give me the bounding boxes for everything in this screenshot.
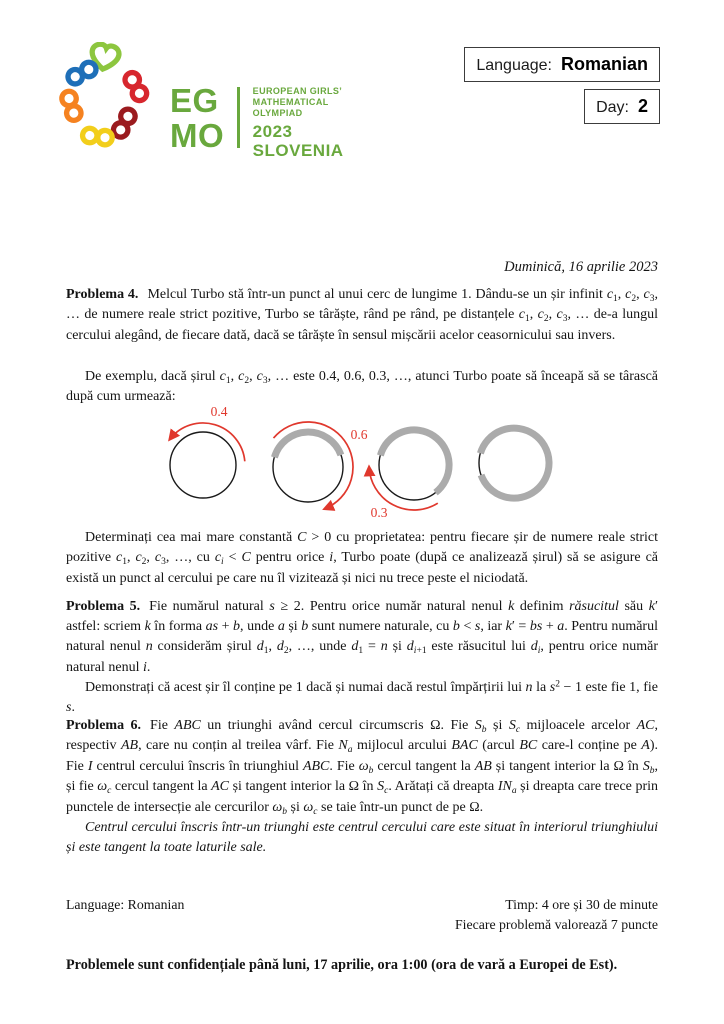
logo-host-country: SLOVENIA [252,141,344,160]
org-line: OLYMPIAD [252,108,303,118]
turbo-crawl-figure-svg [155,401,585,523]
day-label: Day: [596,99,629,116]
problem-6-title: Problema 6. [66,718,142,733]
footer-language-line: Language: Romanian [66,897,185,912]
egmo-letters-bottom: MO [170,117,225,154]
problem-6-body: Fie ABC un triunghi având cercul circumscris Ω. Fie $S_b$ și $S_c$ mijloacele arcelor AC, respectiv AB, care nu conțin al treilea vârf. Fie $N_a$ mijlocul arcului BAC (arcul BC care-l conține pe A). Fie I centrul cercului înscris în triunghiul ABC. Fie $\omega_b$ cercul tangent la AB și tangent interior la Ω în $S_b$, și fie $\omega_c$ cercul tangent la AC și tangent interior la Ω în $S_c$. Arătați că dreapta $IN_a$ și dreapta care trece prin punctele de intersecție ale cercurilor $\omega_b$ și $\omega_c$ se taie într-un punct de pe Ω. [66,718,659,817]
move-arrow-0.4 [170,423,245,461]
darkred-knot-icon [111,107,138,140]
problem-4-question: Determinați cea mai mare constantă C > 0 cu proprietatea: pentru fiecare șir de numere reale strict pozitive $c_1$, $c_2$, $c_3$, …, cu $c_i < C$ pentru orice i, Turbo poate (după ce analizează șirul) să se asigure că există un punct al cercului pe care nu îl vizitează și nici nu trece peste el niciodată. [66,530,658,586]
figure-step-2 [273,422,368,509]
logo-text-block [253,86,344,160]
trail-arc [274,432,341,457]
org-line: MATHEMATICAL [252,97,329,107]
header-boxes [464,47,660,124]
footer-right-block [455,895,658,936]
distance-label: 0.3 [370,505,388,520]
day-box [584,89,660,124]
egmo-emblem-icon [57,42,157,160]
confidentiality-note: Problemele sunt confidențiale până luni, 17 aprilie, ora 1:00 (ora de vară a Europei de Est). [66,957,618,974]
distance-label: 0.4 [210,404,228,419]
egmo-letters-top: EG [170,82,219,119]
problem-4-intro: Melcul Turbo stă într-un punct al unui cerc de lungime 1. Dându-se un șir infinit $c_1$, $c_2$, $c_3$, … de numere reale strict pozitive, Turbo se târăște, rând pe rând, pe distanțele $c_1$, $c_2$, $c_3$, … de-a lungul cercului alegând, de fiecare dată, dacă se târăște în sensul mișcării acelor ceasornicului sau invers. [66,287,659,343]
red-knot-icon [122,70,149,103]
distance-label: 0.6 [350,427,368,442]
figure-step-3 [369,430,449,520]
problem-5-conclusion: Demonstrați că acest șir îl conține pe 1 dacă și numai dacă restul împărțirii lui n la $s^2 - 1$ este fie 1, fie s. [66,679,658,716]
yellow-knot-icon [82,127,114,145]
problem-6 [66,716,658,859]
figure-step-1 [170,404,245,498]
footer-points-line: Fiecare problemă valorează 7 puncte [454,917,658,933]
problem-5 [66,597,658,718]
language-box [464,47,660,82]
trail-arc [480,428,549,498]
blue-knot-icon [65,60,98,87]
logo-year: 2023 [252,122,293,141]
logo-divider [237,87,240,148]
language-value: Romanian [560,54,648,74]
day-value: 2 [637,96,648,116]
problem-5-intro: Fie numărul natural s ≥ 2. Pentru orice număr natural nenul k definim răsucitul său k′ astfel: scriem k în forma as + b, unde a și b sunt numere naturale, cu b < s, iar k′ = bs + a. Pentru numărul natural nenul n considerăm șirul $d_1$, $d_2$, …, unde $d_1 = n$ și $d_{i+1}$ este răsucitul lui $d_i$, pentru orice număr natural nenul i. [66,599,658,675]
orange-knot-icon [60,89,83,122]
language-label: Language: [476,57,552,74]
date-line: Duminică, 16 aprilie 2023 [504,259,658,275]
figure-step-4 [479,428,549,498]
problem-6-incenter-note: Centrul cercului înscris într-un triunghi este centrul cercului care este situat în interiorul triunghiului și este tangent la toate laturile sale. [66,820,658,856]
problem-4 [66,285,658,346]
footer-time-line: Timp: 4 ore și 30 de minute [505,897,658,912]
problem-4-example: De exemplu, dacă șirul $c_1$, $c_2$, $c_3$, … este 0.4, 0.6, 0.3, …, atunci Turbo poate să înceapă să se târască după cum urmează: [66,369,659,405]
egmo-logo [57,42,344,160]
circle-track [170,432,236,498]
footer [66,895,658,936]
trail-arc [380,430,449,493]
egmo-wordmark [170,83,224,160]
org-line: EUROPEAN GIRLS’ [252,86,343,96]
problem-5-title: Problema 5. [66,599,141,614]
problem-4-title: Problema 4. [66,287,139,302]
turbo-crawl-figure [155,401,585,528]
